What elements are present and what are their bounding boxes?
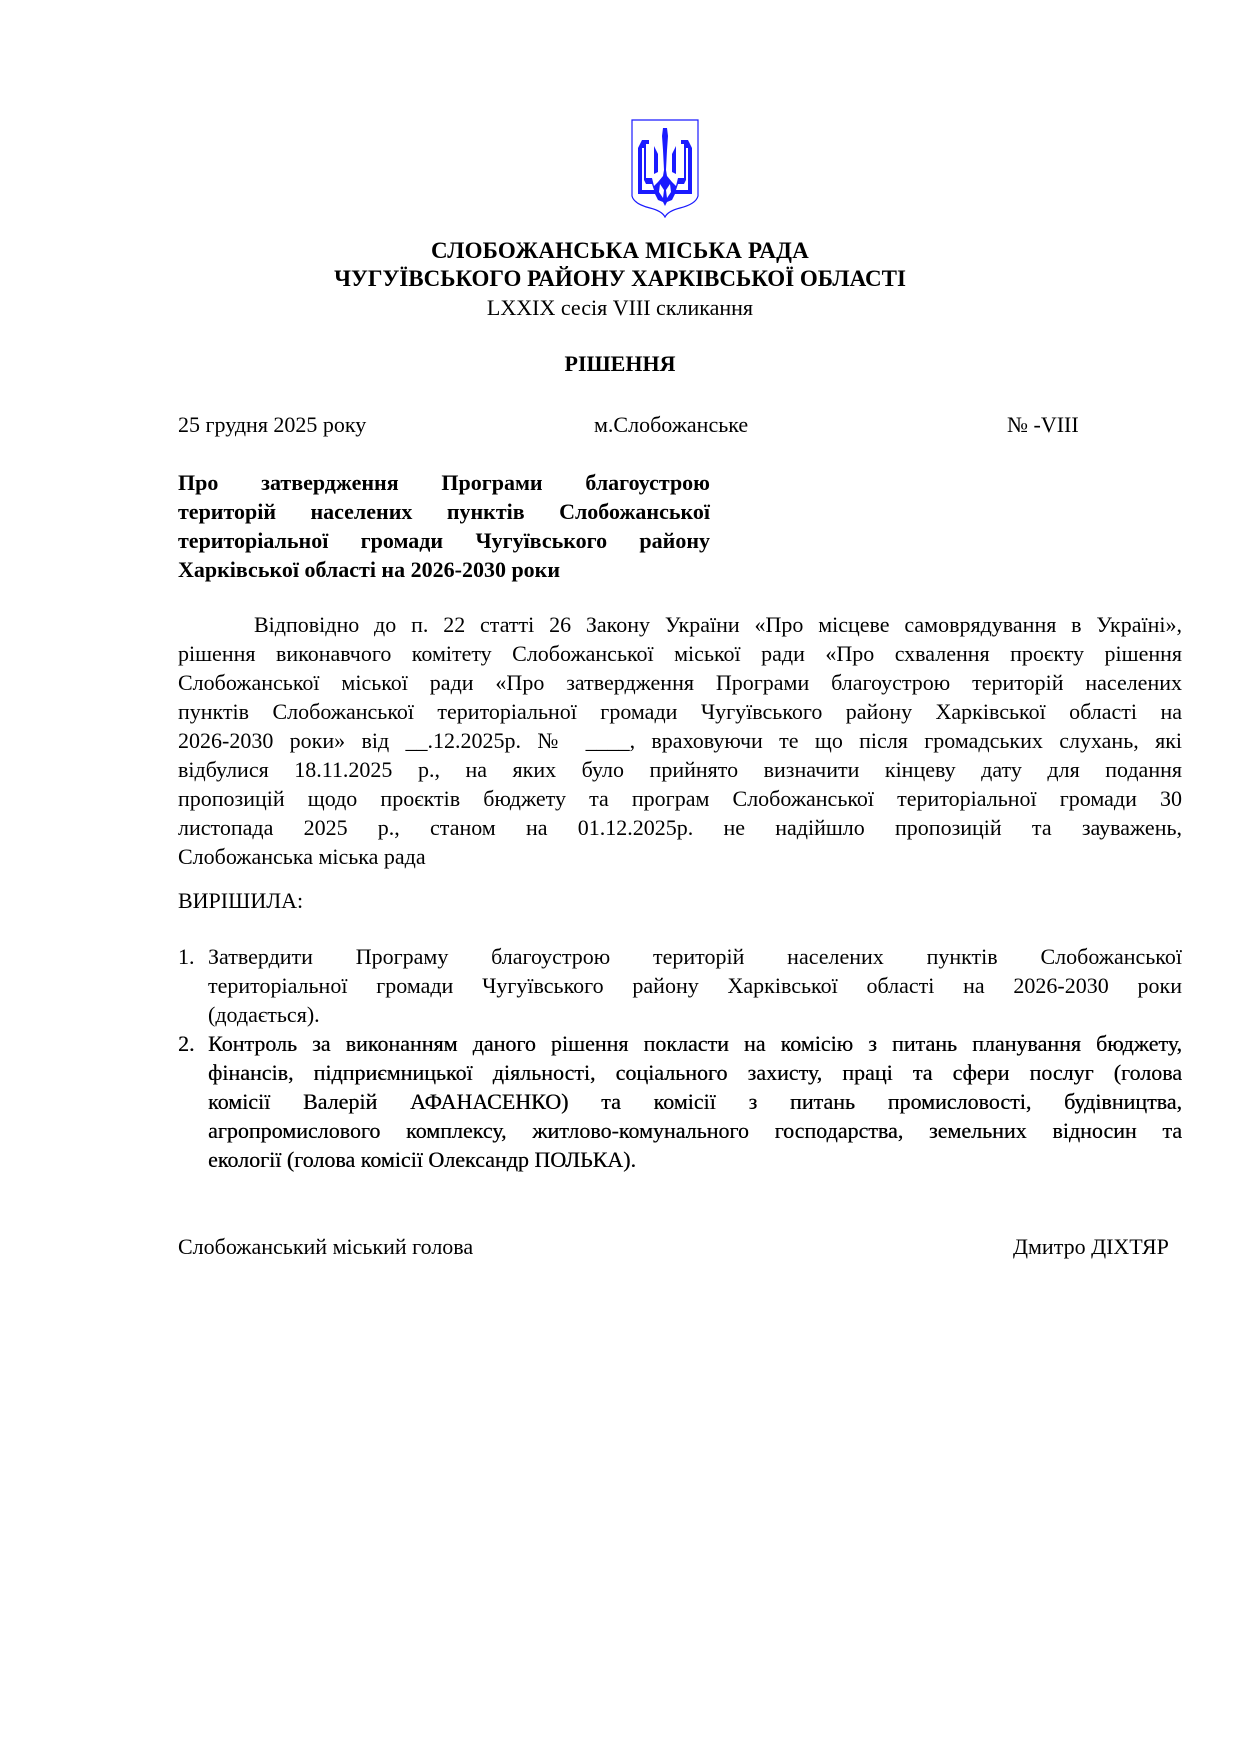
- resolved-label: ВИРІШИЛА:: [178, 888, 304, 913]
- preamble-line: листопада 2025 р., станом на 01.12.2025р. не надійшло пропозицій та зауважень,: [178, 815, 1182, 840]
- item-line: комісії Валерій АФАНАСЕНКО) та комісії з питань промисловості, будівництва,: [208, 1089, 1182, 1114]
- decision-items: [178, 942, 1182, 1174]
- council-name: СЛОБОЖАНСЬКА МІСЬКА РАДА: [431, 238, 809, 263]
- subject-line: територіальної громади Чугуївського району: [178, 528, 710, 553]
- subject-line: територій населених пунктів Слобожанської: [178, 499, 710, 524]
- preamble-line: Слобожанська міська рада: [178, 844, 426, 869]
- decision-place: м.Слобожанське: [594, 412, 749, 437]
- item-line: екології (голова комісії Олександр ПОЛЬКА).: [208, 1147, 636, 1172]
- preamble-paragraph: [178, 610, 1182, 871]
- signatory-position: Слобожанський міський голова: [178, 1234, 474, 1259]
- decision-item: [178, 942, 1182, 1029]
- preamble-line: 2026-2030 роки» від __.12.2025р. № ____, враховуючи те що після громадських слухань, які: [178, 728, 1182, 753]
- decision-number: № -VIII: [1007, 412, 1079, 437]
- decision-item: [178, 1029, 1182, 1174]
- item-line: агропромислового комплексу, житлово-комунального господарства, земельних відносин та: [208, 1118, 1182, 1143]
- decision-subject: [178, 468, 710, 584]
- item-number: 1.: [178, 944, 195, 969]
- item-line: територіальної громади Чугуївського району Харківської області на 2026-2030 роки: [208, 973, 1182, 998]
- subject-line: Про затвердження Програми благоустрою: [178, 470, 710, 495]
- subject-line: Харківської області на 2026-2030 роки: [178, 557, 561, 582]
- decision-date: 25 грудня 2025 року: [178, 412, 367, 437]
- preamble-line: Слобожанської міської ради «Про затвердження Програми благоустрою територій населених: [178, 670, 1182, 695]
- item-line: фінансів, підприємницької діяльності, соціального захисту, праці та сфери послуг (голова: [208, 1060, 1182, 1085]
- preamble-line: рішення виконавчого комітету Слобожанської міської ради «Про схвалення проєкту рішення: [178, 641, 1182, 666]
- preamble-line: пропозицій щодо проєктів бюджету та програм Слобожанської територіальної громади 30: [178, 786, 1182, 811]
- signatory-name: Дмитро ДІХТЯР: [1013, 1234, 1169, 1259]
- document-type: РІШЕННЯ: [564, 351, 676, 376]
- preamble-line: Відповідно до п. 22 статті 26 Закону України «Про місцеве самоврядування в Україні»,: [254, 612, 1182, 637]
- item-number: 2.: [178, 1031, 195, 1056]
- item-line: Контроль за виконанням даного рішення покласти на комісію з питань планування бюджету,: [208, 1031, 1182, 1056]
- item-line: (додається).: [208, 1002, 320, 1027]
- coat-of-arms-icon: [630, 118, 700, 218]
- item-line: Затвердити Програму благоустрою територій населених пунктів Слобожанської: [208, 944, 1182, 969]
- preamble-line: відбулися 18.11.2025 р., на яких було прийнято визначити кінцеву дату для подання: [178, 757, 1182, 782]
- district-name: ЧУГУЇВСЬКОГО РАЙОНУ ХАРКІВСЬКОЇ ОБЛАСТІ: [334, 266, 906, 291]
- preamble-line: пунктів Слобожанської територіальної громади Чугуївського району Харківської області на: [178, 699, 1182, 724]
- session-info: LXXIX сесія VIII скликання: [486, 295, 754, 320]
